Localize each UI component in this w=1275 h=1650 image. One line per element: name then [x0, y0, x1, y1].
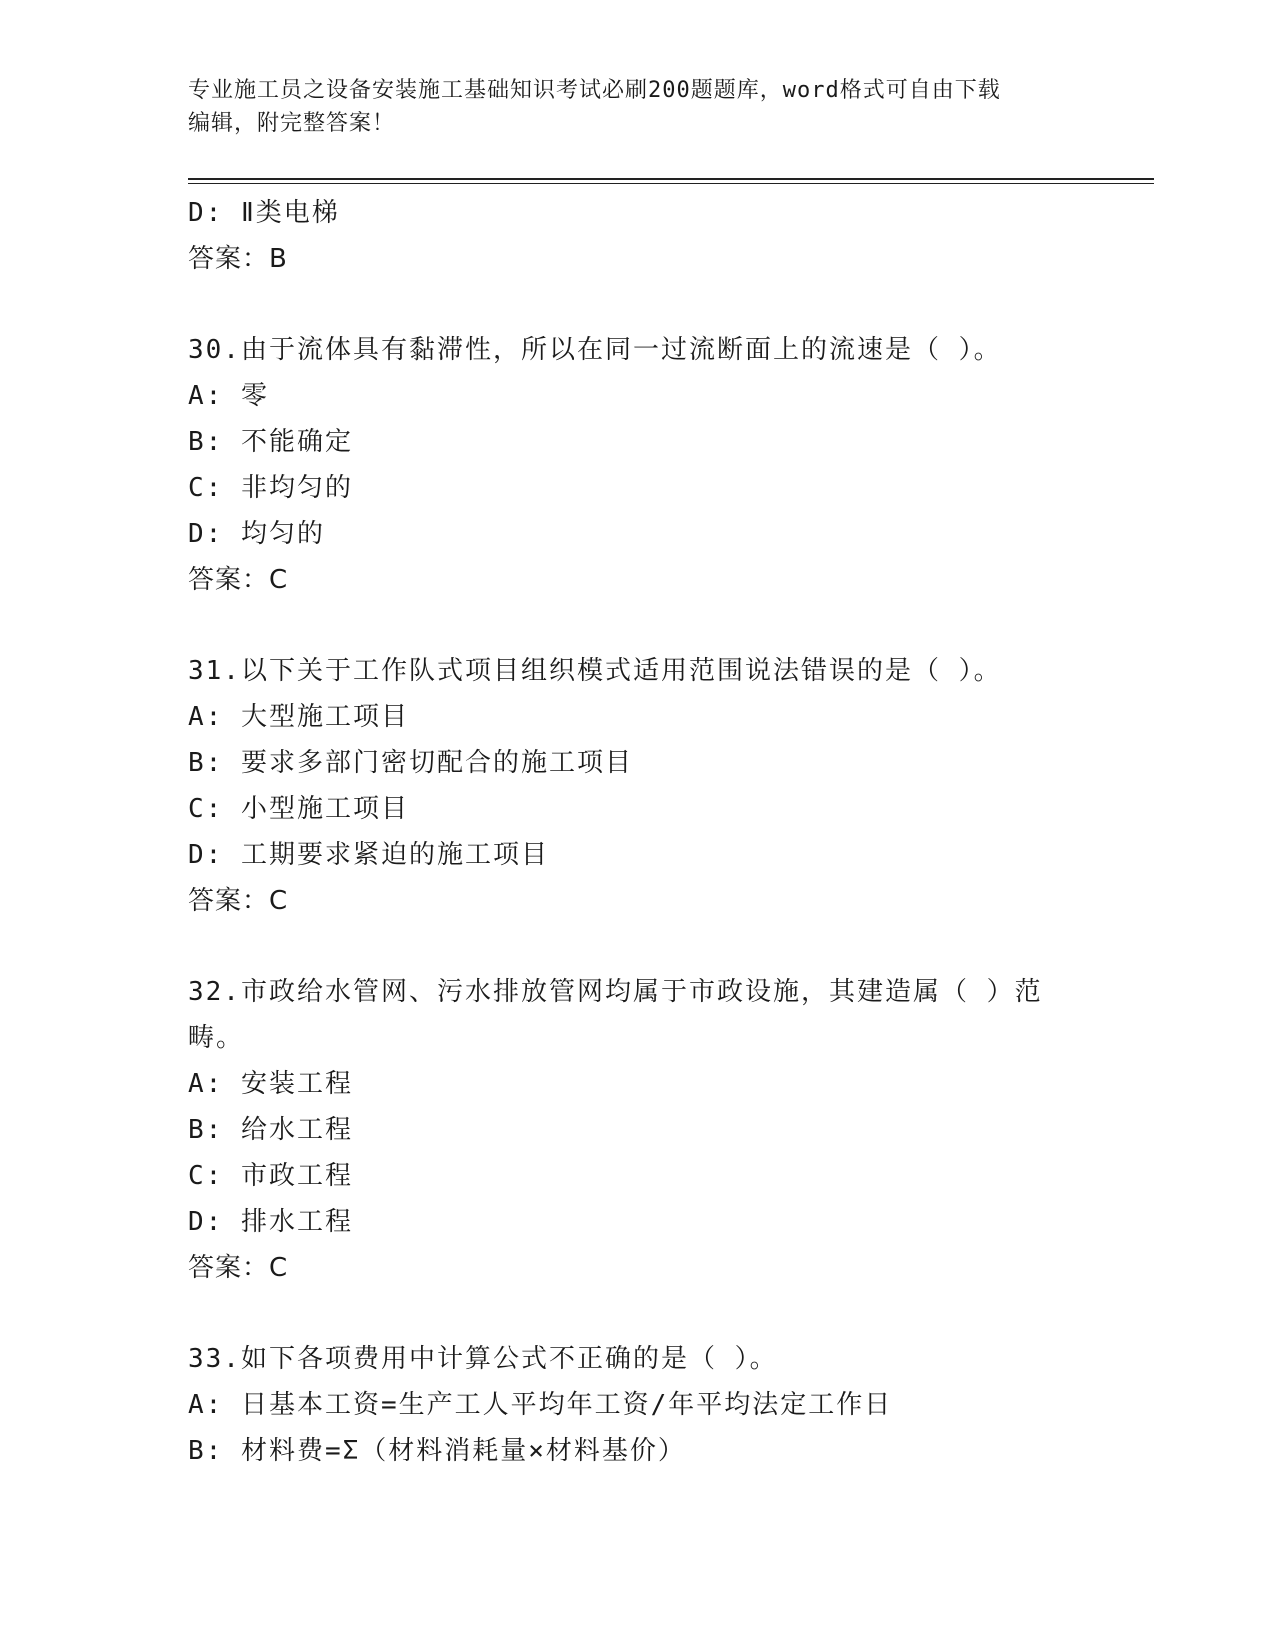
- option-a: A: 零: [188, 381, 269, 411]
- answer-line: 答案：C: [188, 886, 289, 916]
- question-29-tail: [188, 190, 1088, 282]
- question-31: [188, 648, 1088, 924]
- spacer: [188, 924, 1088, 969]
- spacer: [188, 282, 1088, 327]
- answer-line: 答案：B: [188, 244, 288, 274]
- option-b: B: 给水工程: [188, 1115, 353, 1145]
- question-32: [188, 969, 1088, 1291]
- spacer: [188, 1291, 1088, 1336]
- option-c: C: 非均匀的: [188, 473, 353, 503]
- question-stem-line-2: 畴。: [188, 1023, 245, 1053]
- spacer: [188, 603, 1088, 648]
- header-rule-thin: [188, 183, 1154, 184]
- header-title-line-2: 编辑，附完整答案！: [188, 111, 396, 136]
- option-c: C: 市政工程: [188, 1161, 353, 1191]
- answer-line: 答案：C: [188, 1253, 289, 1283]
- question-stem: 33.如下各项费用中计算公式不正确的是（ ）。: [188, 1344, 778, 1374]
- header-title-line-1: 专业施工员之设备安装施工基础知识考试必刷200题题库，word格式可自由下载: [188, 78, 1001, 103]
- option-d: D: 排水工程: [188, 1207, 353, 1237]
- option-b: B: 不能确定: [188, 427, 353, 457]
- question-stem: 31.以下关于工作队式项目组织模式适用范围说法错误的是（ ）。: [188, 656, 1002, 686]
- option-d: D: Ⅱ类电梯: [188, 198, 340, 228]
- question-33: [188, 1336, 1088, 1474]
- option-c: C: 小型施工项目: [188, 794, 409, 824]
- option-a: A: 大型施工项目: [188, 702, 409, 732]
- question-stem: 30.由于流体具有黏滞性，所以在同一过流断面上的流速是（ ）。: [188, 335, 1002, 365]
- answer-line: 答案：C: [188, 565, 289, 595]
- question-stem-line-1: 32.市政给水管网、污水排放管网均属于市政设施，其建造属（ ）范: [188, 977, 1043, 1007]
- option-d: D: 均匀的: [188, 519, 325, 549]
- option-d: D: 工期要求紧迫的施工项目: [188, 840, 549, 870]
- question-30: [188, 327, 1088, 603]
- option-a: A: 日基本工资=生产工人平均年工资/年平均法定工作日: [188, 1390, 893, 1420]
- option-b: B: 要求多部门密切配合的施工项目: [188, 748, 633, 778]
- option-b: B: 材料费=Σ（材料消耗量×材料基价）: [188, 1436, 686, 1466]
- document-header: [188, 74, 1088, 140]
- header-rule-thick: [188, 178, 1154, 180]
- option-a: A: 安装工程: [188, 1069, 353, 1099]
- question-list: [188, 190, 1088, 1474]
